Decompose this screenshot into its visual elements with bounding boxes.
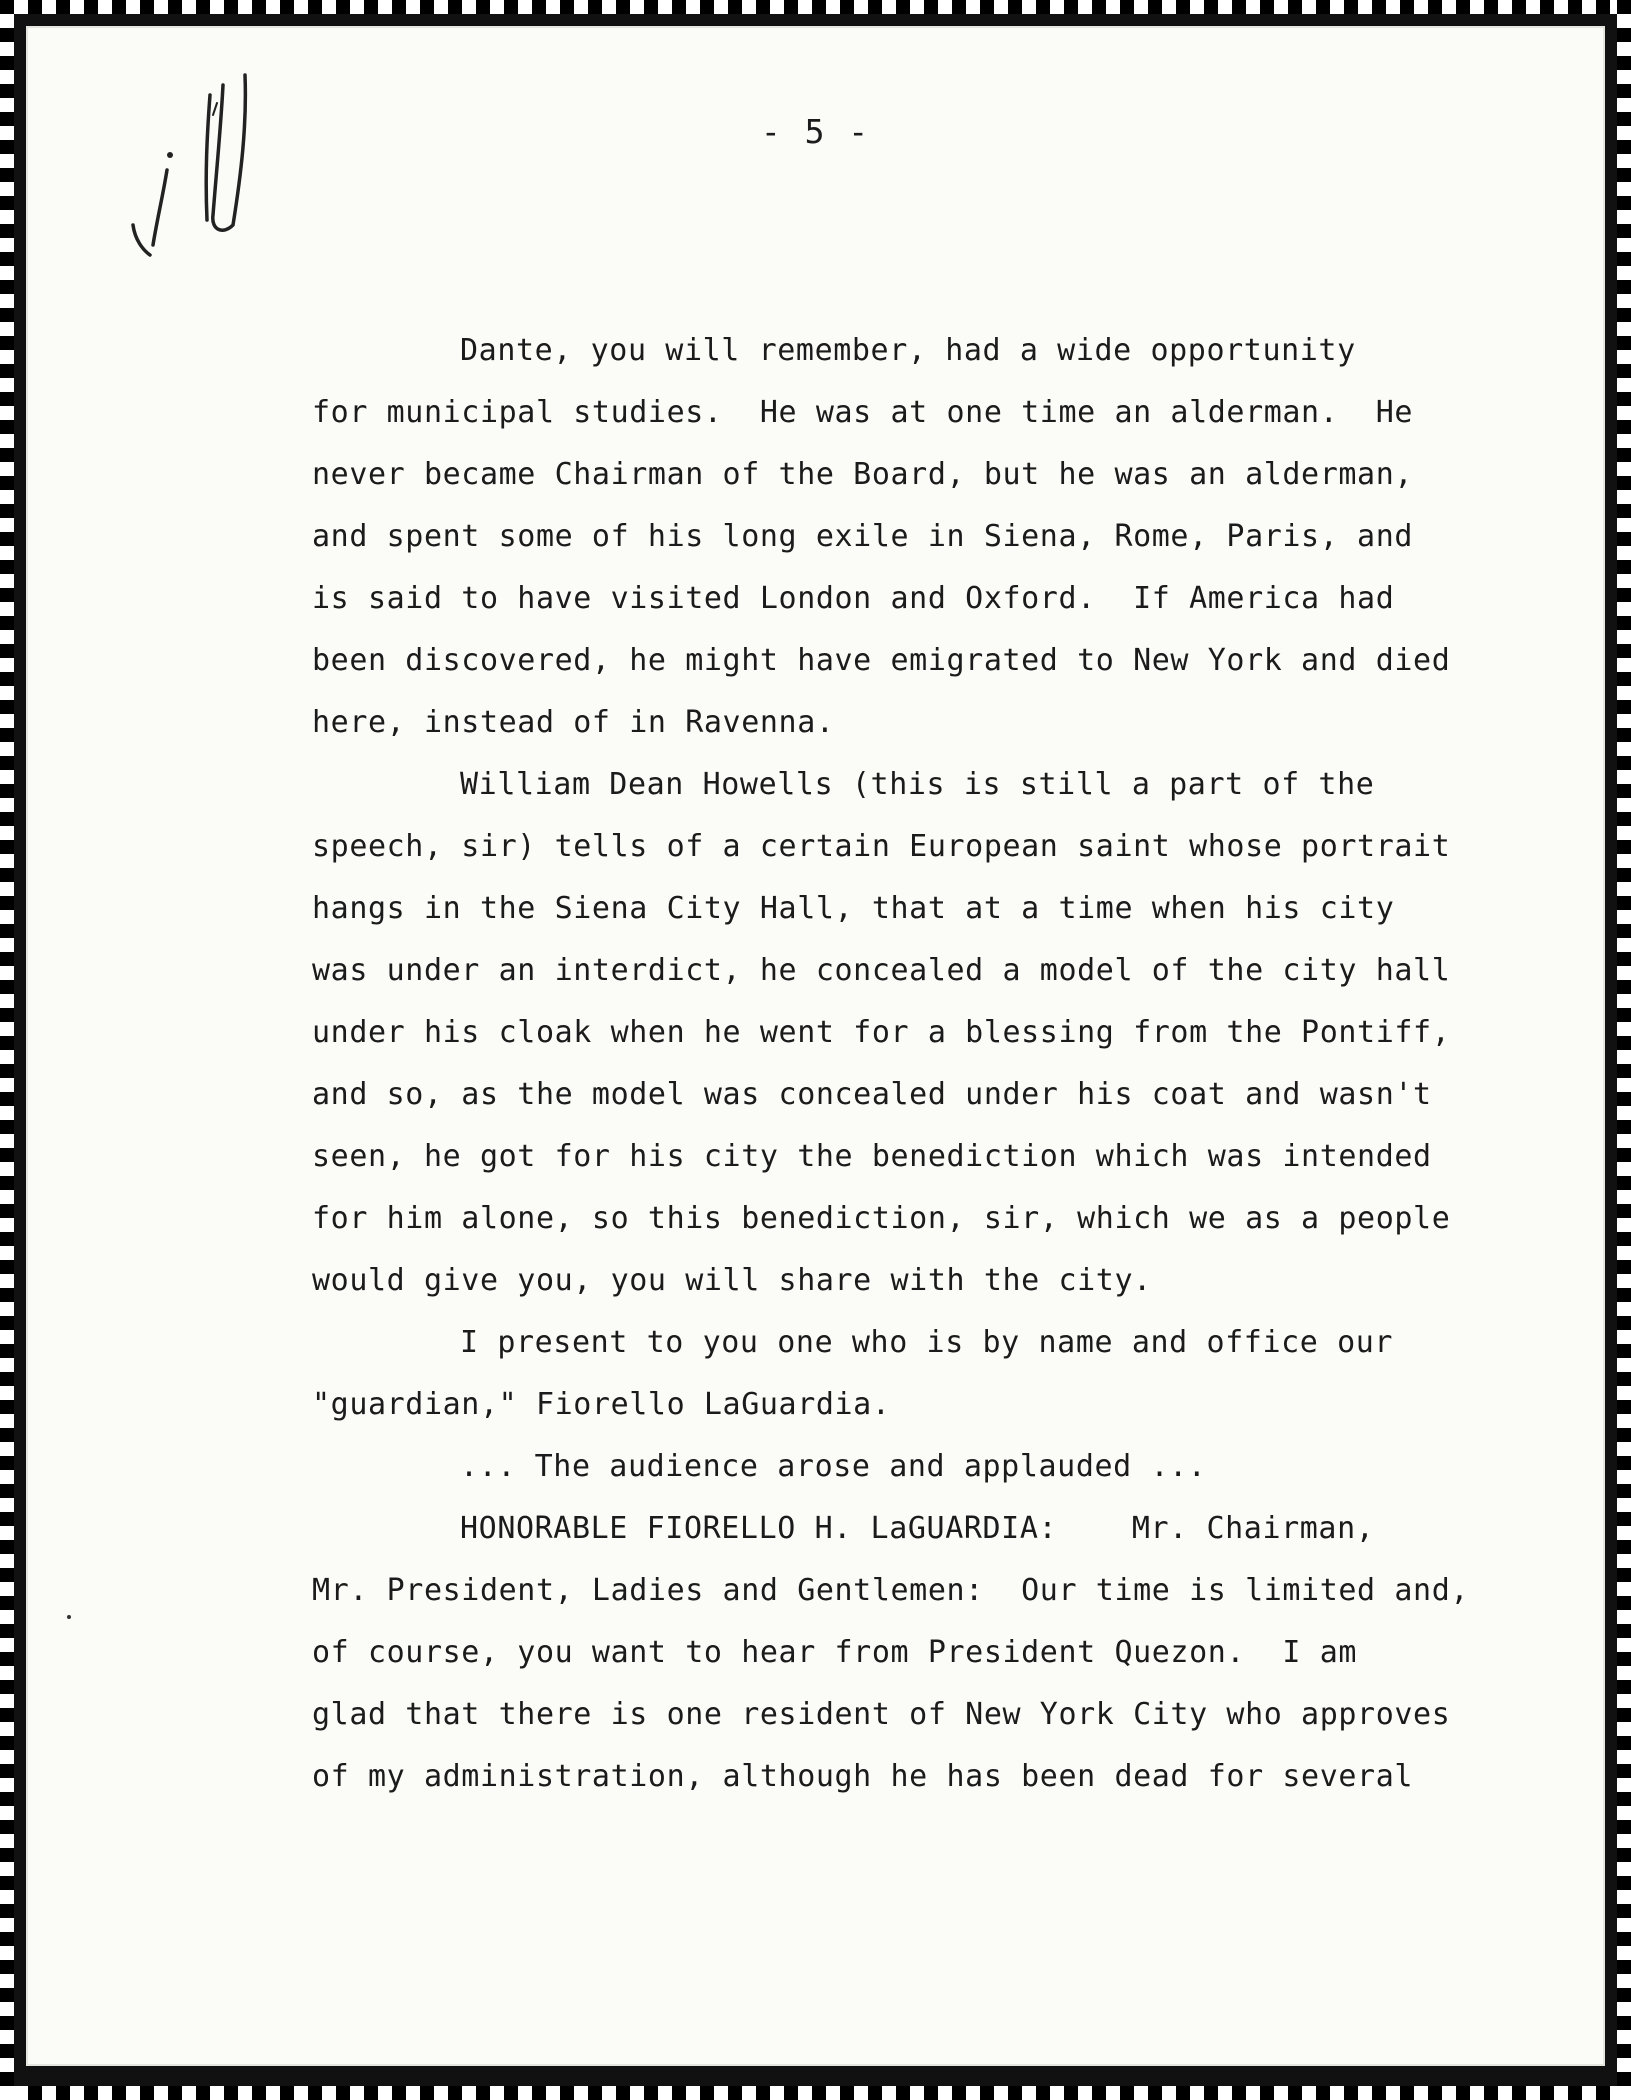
- text-line: under his cloak when he went for a blessing from the Pontiff,: [312, 1015, 1451, 1050]
- text-line: is said to have visited London and Oxford. If America had: [312, 581, 1395, 616]
- scan-border-top: [0, 0, 1631, 14]
- text-line: been discovered, he might have emigrated to New York and died: [312, 643, 1451, 678]
- text-line: and so, as the model was concealed under his coat and wasn't: [312, 1077, 1432, 1112]
- text-line: of my administration, although he has been dead for several: [312, 1759, 1414, 1794]
- text-line: never became Chairman of the Board, but he was an alderman,: [312, 457, 1414, 492]
- text-line: ... The audience arose and applauded ...: [460, 1449, 1207, 1484]
- handwritten-initials-mark: [95, 55, 295, 285]
- document-body: [312, 320, 1492, 1808]
- text-line: Mr. President, Ladies and Gentlemen: Our time is limited and,: [312, 1573, 1470, 1608]
- text-line: was under an interdict, he concealed a model of the city hall: [312, 953, 1451, 988]
- text-line: for municipal studies. He was at one time an alderman. He: [312, 395, 1414, 430]
- text-line: William Dean Howells (this is still a part of the: [460, 767, 1375, 802]
- scan-border-left: [0, 0, 14, 2100]
- text-line: of course, you want to hear from President Quezon. I am: [312, 1635, 1358, 1670]
- page-number: - 5 -: [760, 112, 871, 151]
- text-line: "guardian," Fiorello LaGuardia.: [312, 1387, 891, 1422]
- text-line: and spent some of his long exile in Siena, Rome, Paris, and: [312, 519, 1414, 554]
- text-line: speech, sir) tells of a certain European saint whose portrait: [312, 829, 1451, 864]
- text-line: would give you, you will share with the city.: [312, 1263, 1152, 1298]
- text-line: Dante, you will remember, had a wide opportunity: [460, 333, 1356, 368]
- text-line: hangs in the Siena City Hall, that at a time when his city: [312, 891, 1395, 926]
- scan-speck: [67, 1615, 71, 1619]
- text-line: glad that there is one resident of New York City who approves: [312, 1697, 1451, 1732]
- text-line: seen, he got for his city the benediction which was intended: [312, 1139, 1432, 1174]
- text-line: HONORABLE FIORELLO H. LaGUARDIA: Mr. Chairman,: [460, 1511, 1375, 1546]
- text-line: I present to you one who is by name and office our: [460, 1325, 1394, 1360]
- scan-border-bottom: [0, 2086, 1631, 2100]
- scan-border-right: [1617, 0, 1631, 2100]
- text-line: for him alone, so this benediction, sir, which we as a people: [312, 1201, 1451, 1236]
- text-line: here, instead of in Ravenna.: [312, 705, 835, 740]
